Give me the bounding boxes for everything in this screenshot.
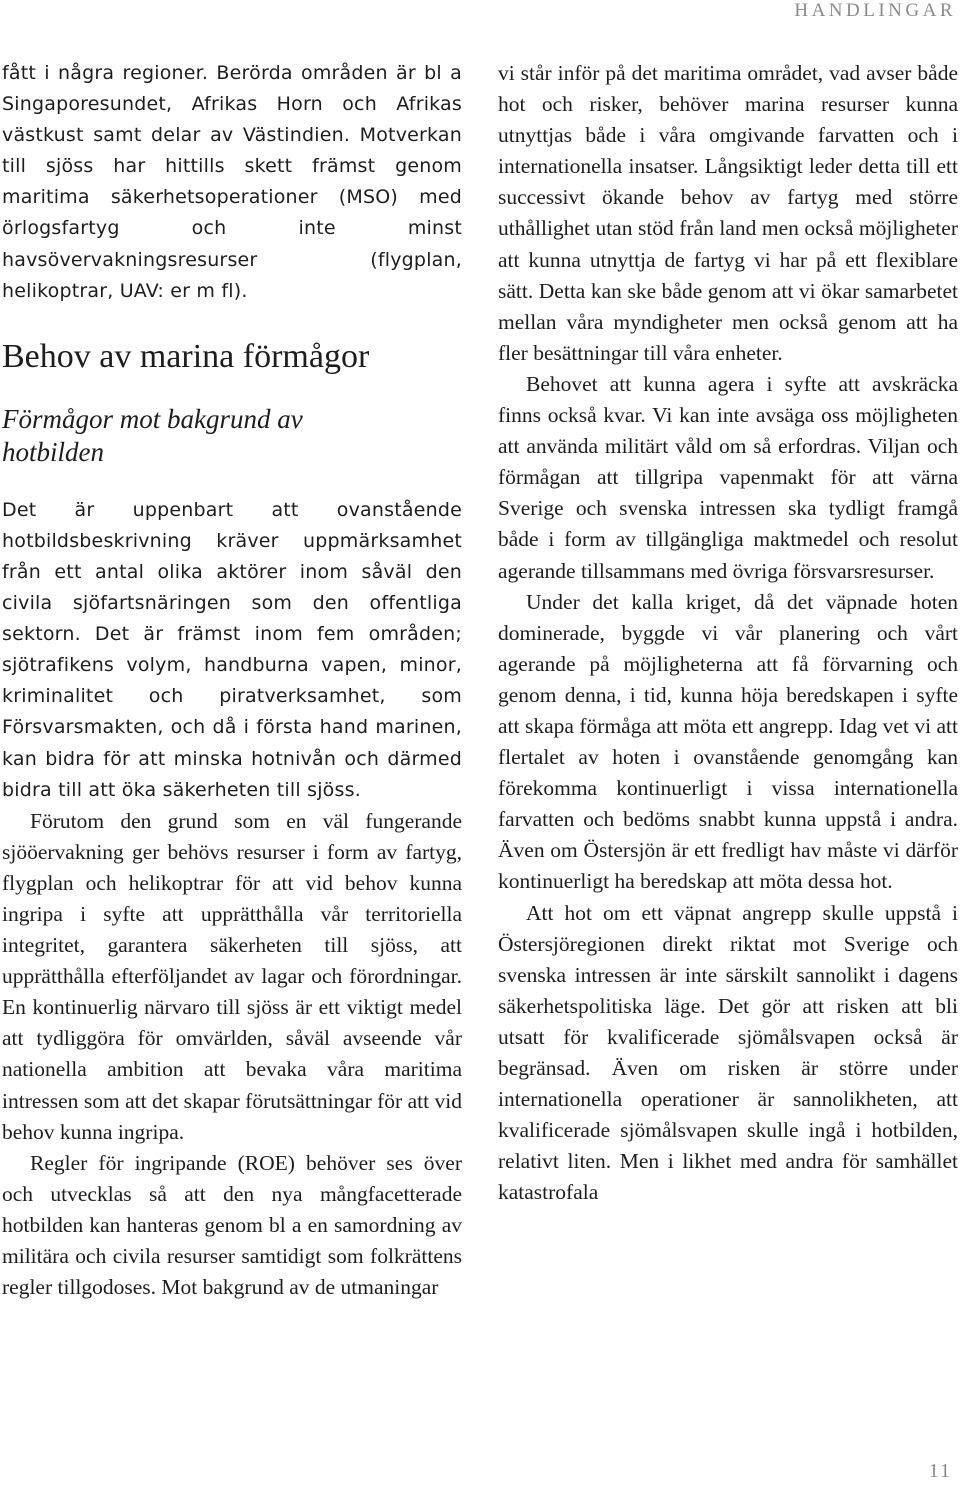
left-column (2, 58, 462, 1303)
right-column (498, 58, 958, 1208)
body-paragraph: Regler för ingripande (ROE) behöver ses över och utvecklas så att den nya mångfacetterade hotbilden kan hanteras genom bl a en samordning av militära och civila resurser samtidigt som folkrättens regler tillgodoses. Mot bakgrund av de utmaningar (2, 1150, 462, 1300)
body-paragraph: Att hot om ett väpnat angrepp skulle uppstå i Östersjöregionen direkt riktat mot Sverige och svenska intressen är inte särskilt sannolikt i dagens säkerhetspolitiska läge. Det gör att risken att bli utsatt för kvalificerade sjömålsvapen också är begränsad. Även om risken är större under internationella operationer är sannolikheten, att kvalificerade sjömålsvapen skulle ingå i hotbilden, relativt liten. Men i likhet med andra för samhället katastrofala (498, 900, 958, 1205)
running-head: HANDLINGAR (794, 0, 956, 21)
section-subheading: Förmågor mot bakgrund av hotbilden (2, 403, 303, 467)
body-paragraph: Det är uppenbart att ovanstående hotbildsbeskrivning kräver uppmärksamhet från ett antal olika aktörer inom såväl den civila sjöfartsnäringen som den offentliga sektorn. Det är främst inom fem områden; sjötrafikens volym, handburna vapen, minor, kriminalitet och piratverksamhet, som Försvarsmakten, och då i första hand marinen, kan bidra för att minska hotnivån och därmed bidra till att öka säkerheten till sjöss. (2, 498, 462, 801)
body-paragraph: Under det kalla kriget, då det väpnade hoten dominerade, byggde vi vår planering och vårt agerande på möjligheterna att få förvarning och genom denna, i tid, kunna höja beredskapen i syfte att skapa förmåga att möta ett angrepp. Idag vet vi att flertalet av hoten i ovanstående genomgång kan förekomma kontinuerligt i vissa internationella farvatten och bedöms snabbt kunna uppstå i andra. Även om Östersjön är ett fredligt hav måste vi därför kontinuerligt ha beredskap att möta dessa hot. (498, 589, 958, 894)
body-paragraph: vi står inför på det maritima området, vad avser både hot och risker, behöver marina resurser kunna utnyttjas både i våra omgivande farvatten och i internationella insatser. Långsiktigt leder detta till ett successivt ökande behov av fartyg med större uthållighet utan stöd från land men också möjligheter att kunna utnyttja de fartyg vi har på ett flexiblare sätt. Detta kan ske både genom att vi ökar samarbetet mellan våra myndigheter men också genom att ha fler besättningar till våra enheter. (498, 61, 958, 365)
body-paragraph: Behovet att kunna agera i syfte att avskräcka finns också kvar. Vi kan inte avsäga oss möjligheten att använda militärt våld om så erfordras. Viljan och förmågan att tillgripa vapenmakt för att värna Sverige och svenska intressen ska tydligt framgå både i form av tillgängliga maktmedel och resolut agerande tillsammans med övriga försvarsresurser. (498, 371, 958, 583)
intro-paragraph: fått i några regioner. Berörda områden är bl a Singaporesundet, Afrikas Horn och Afrikas västkust samt delar av Västindien. Motverkan till sjöss har hittills skett främst genom maritima säkerhetsoperationer (MSO) med örlogsfartyg och inte minst havsövervakningsresurser (flygplan, helikoptrar, UAV: er m fl). (2, 62, 462, 302)
page-number: 11 (928, 1460, 952, 1482)
section-heading: Behov av marina förmågor (2, 337, 370, 375)
body-paragraph: Förutom den grund som en väl fungerande sjööervakning ger behövs resurser i form av fartyg, flygplan och helikoptrar för att vid behov kunna ingripa i syfte att upprätthålla vår territoriella integritet, garantera säkerheten till sjöss, att upprätthålla efterföljandet av lagar och förordningar. En kontinuerlig närvaro till sjöss är ett viktigt medel att tydliggöra för omvärlden, såväl avseende vår nationella ambition att bevaka våra maritima intressen som att det skapar förutsättningar för att vid behov kunna ingripa. (2, 808, 462, 1144)
